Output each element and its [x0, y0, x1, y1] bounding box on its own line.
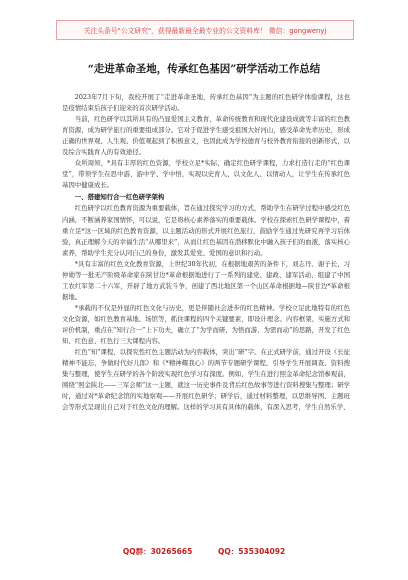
- qq-group: QQ群：30265665: [122, 547, 193, 556]
- document-title: “走进革命圣地，传承红色基因”研学活动工作总结: [87, 63, 321, 75]
- top-banner: 关注头条号"公文研究"，获得最新最全最专业的公文资料库！ 微信：gongwenyj: [56, 20, 354, 40]
- paragraph-background: 当前，红色研学以其所具有的凸显爱国主义教育、革命传统教育和现代化建设成就等丰富的红色教育资源，成为研学旅行的重要组成部分。它对于促进学生感受祖国大好河山，感受革命先辈历史，形成正确的世界观、人生观、价值观起到了积极意义，也因此成为学校德育与校外教育衔接的创新形式，以及综合实践育人的有效途径。: [62, 115, 350, 157]
- paragraph-knowledge-course: 红色“知”课程，以探究性红色主题活动为内容载体，突出“研”字。在正式研学前，通过开设《长征精神不能忘，争做时代好儿郎》和《*精神耀我心》的两节专题研学课程，引导学生开展调查、资料搜集与整理，使学生在研学的各个阶段实现红色学习有深度。例如，学生在进行照金革命纪念馆参观前，围绕“照金陕北——三军会师”这一主题，就这一历史事件及背后红色故事等进行资料搜集与整理；研学时，通过对*革命纪念馆的实地察观——开展红色研学；研学后，通过材料整理，以思维导图、主题班会等形式呈现出自己对于红色文化的理解。这样的学习具有具体的载体，有深入思考，学生自然乐学、: [62, 348, 350, 412]
- paragraph-intro: 2023年7月下旬，我校开展了“走进革命圣地，传承红色基因”为主题的红色研学体验课程，这也是疫情结束后孩子们迎来的首次研学活动。: [62, 93, 350, 113]
- paragraph-history: *具有丰富的红色文化教育资源，上世纪30年代初，在根据地艰苦的条件下，刘志丹、谢子长、习仲勋等一批无产阶级革命家在陕甘边*革命根据地进行了一系列的建党、建政、建军活动，组建了中国工农红军第二十六军，开辟了地方武装斗争，创建了西北地区第一个山区革命根据地—陕甘边*革命根据地。: [62, 259, 350, 301]
- footer-contact: [0, 546, 408, 557]
- section-heading: 一、搭建知行合一红色研学架构: [74, 193, 165, 202]
- paragraph-overview: 众所周知，*具有丰厚的红色资源，学校立足*实际，确定红色研学课程，力求打造行走的“红色课堂”，带领学生在思中游、游中学、学中悟，实现以史育人、以文化人、以情动人，让学生在传承红色基因中健康成长。: [62, 159, 350, 190]
- qq-number: QQ：535304092: [217, 547, 286, 556]
- paragraph-framework: 红色研学以红色教育资源为重要载体，旨在通过探究学习的方式，帮助学生在研学过程中感受红色内涵，不断涵养家国情怀，可以说，它是将核心素养落实的重要载体。学校在探索红色研学课程中，着重立足*这一区域的红色教育资源，以主题活动的形式开展红色旅行，鼓励学生通过先研究再学习后体验，真正理解今天的幸福生活“从哪里来”，从而让红色基因在潜移默化中融入孩子们的血液，落实核心素养，帮助学生充分认同自己的身份，激发其爱党、爱国的意识和行动。: [62, 204, 350, 257]
- document-body: [62, 92, 350, 413]
- paragraph-curriculum: *承载的不仅是外显的红色文化与历史，更是伴随社会进步的红色精神。学校立足此地特有的红色文化资源，如红色教育基地、场馆等，抓住课程的四个关键要素，即设计理念、内容框架、实施方式和评价机制，重点在“知行合一”上下功夫，确立了“为学而研、为悟而游、为需而动”的思路，开发了红色知、红色意、红色行三大课程内容。: [62, 303, 350, 346]
